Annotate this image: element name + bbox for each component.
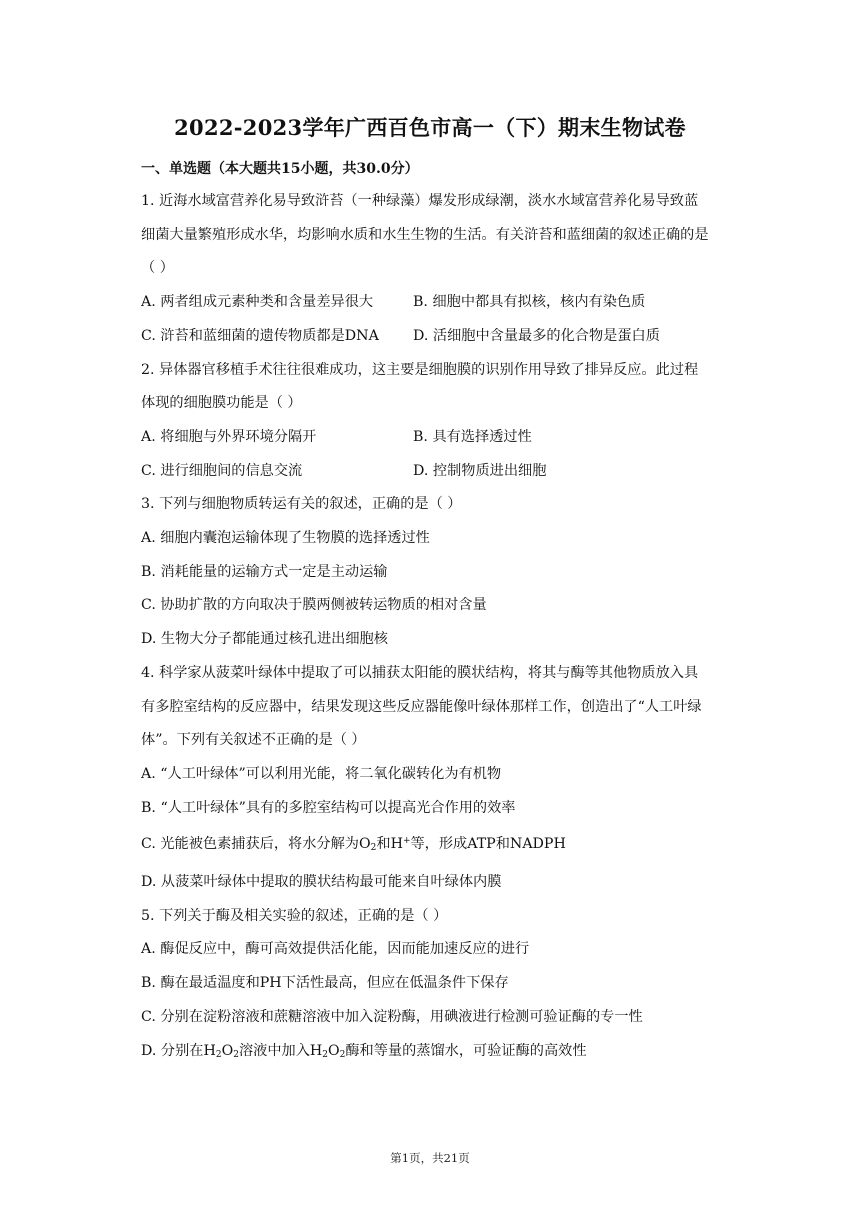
question-1-option-a: A. 两者组成元素种类和含量差异很大 <box>141 294 374 311</box>
question-2-options-row-2 <box>141 455 779 489</box>
question-5-line-1: 5. 下列关于酶及相关实验的叙述，正确的是（ ） <box>141 907 448 924</box>
question-2-option-c: C. 进行细胞间的信息交流 <box>141 462 303 479</box>
question-5-option-d-part-5: 酶和等量的蒸馏水，可验证酶的高效性 <box>345 1042 587 1059</box>
question-5-option-d <box>141 1035 779 1073</box>
question-4-line-3: 体”。下列有关叙述不正确的是（ ） <box>141 732 366 749</box>
question-5-option-b: B. 酶在最适温度和PH下活性最高，但应在低温条件下保存 <box>141 975 509 992</box>
question-2-options-row-1 <box>141 421 779 455</box>
question-5-option-d-part-1: D. 分别在H <box>141 1042 216 1059</box>
question-2-option-b: B. 具有选择透过性 <box>413 428 532 445</box>
subscript-2: 2 <box>339 1049 346 1060</box>
page-title: 2022-2023学年广西百色市高一（下）期末生物试卷 <box>174 115 686 140</box>
question-4-line-2: 有多腔室结构的反应器中，结果发现这些反应器能像叶绿体那样工作，创造出了“人工叶绿 <box>141 698 702 715</box>
question-2-line-2: 体现的细胞膜功能是（ ） <box>141 395 302 412</box>
question-1-option-c: C. 浒苔和蓝细菌的遗传物质都是DNA <box>141 327 379 344</box>
question-4-option-c-part-3: 等，形成ATP和NADPH <box>410 836 566 853</box>
question-1-line-1: 1. 近海水域富营养化易导致浒苔（一种绿藻）爆发形成绿潮，淡水水域富营养化易导致蓝 <box>141 193 699 209</box>
question-1-option-d: D. 活细胞中含量最多的化合物是蛋白质 <box>413 327 660 344</box>
question-4-option-d: D. 从菠菜叶绿体中提取的膜状结构最可能来自叶绿体内膜 <box>141 874 502 891</box>
subscript-2: 2 <box>322 1049 328 1060</box>
question-3-option-b: B. 消耗能量的运输方式一定是主动运输 <box>141 563 388 580</box>
question-2-option-d: D. 控制物质进出细胞 <box>413 462 547 479</box>
question-4-option-c <box>141 825 779 866</box>
question-3-option-a: A. 细胞内囊泡运输体现了生物膜的选择透过性 <box>141 530 430 547</box>
question-3-line-1: 3. 下列与细胞物质转运有关的叙述，正确的是（ ） <box>141 496 462 513</box>
question-3-option-c: C. 协助扩散的方向取决于膜两侧被转运物质的相对含量 <box>141 597 487 614</box>
question-1-line-3: （ ） <box>141 260 174 277</box>
question-1-option-b: B. 细胞中都具有拟核，核内有染色质 <box>413 294 646 311</box>
question-2-line-1: 2. 异体器官移植手术往往很难成功，这主要是细胞膜的识别作用导致了排异反应。此过程 <box>141 361 699 378</box>
question-4-option-b: B. “人工叶绿体”具有的多腔室结构可以提高光合作用的效率 <box>141 799 516 816</box>
question-4-option-a: A. “人工叶绿体”可以利用光能，将二氧化碳转化为有机物 <box>141 765 502 782</box>
section-heading: 一、单选题（本大题共15小题，共30.0分） <box>141 161 419 177</box>
question-4-option-c-part-2: 和H <box>376 836 403 853</box>
question-1-options-row-1 <box>141 286 779 320</box>
page-footer: 第1页，共21页 <box>390 1151 470 1165</box>
subscript-2: 2 <box>233 1049 239 1060</box>
question-5-option-d-part-3: 溶液中加入H <box>238 1042 323 1059</box>
question-2-option-a: A. 将细胞与外界环境分隔开 <box>141 428 317 445</box>
subscript-2: 2 <box>215 1049 222 1060</box>
question-1-options-row-2 <box>141 320 779 354</box>
question-4-option-c-part-1: C. 光能被色素捕获后，将水分解为O <box>141 836 371 853</box>
question-list <box>141 185 779 1072</box>
question-5-option-a: A. 酶促反应中，酶可高效提供活化能，因而能加速反应的进行 <box>141 941 530 958</box>
question-5-option-d-part-2: O <box>221 1042 234 1059</box>
question-3-option-d: D. 生物大分子都能通过核孔进出细胞核 <box>141 631 388 648</box>
question-4-line-1: 4. 科学家从菠菜叶绿体中提取了可以捕获太阳能的膜状结构，将其与酶等其他物质放入具 <box>141 664 699 681</box>
question-5-option-c: C. 分别在淀粉溶液和蔗糖溶液中加入淀粉酶，用碘液进行检测可验证酶的专一性 <box>141 1008 643 1025</box>
question-5-option-d-part-4: O <box>327 1042 340 1059</box>
question-1-line-2: 细菌大量繁殖形成水华，均影响水质和水生生物的生活。有关浒苔和蓝细菌的叙述正确的是 <box>141 226 709 243</box>
subscript-2: 2 <box>370 843 377 854</box>
superscript-plus: + <box>402 836 411 847</box>
